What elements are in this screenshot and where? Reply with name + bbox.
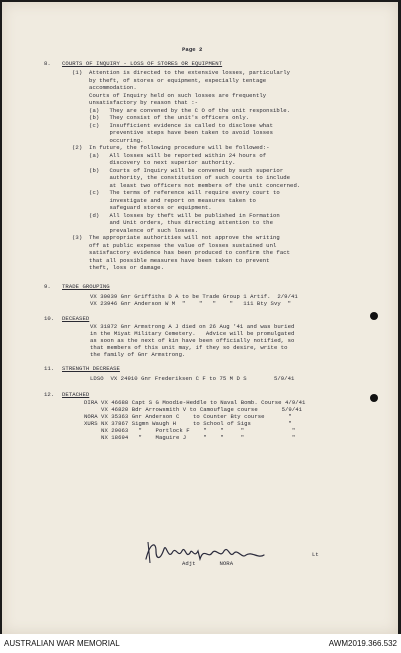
- section-8-heading: COURTS OF INQUIRY - LOSS OF STORES OR EQUIPMENT: [62, 60, 223, 67]
- footer-accession: AWM2019.366.532: [328, 639, 397, 648]
- section-12-line: VX 46820 Bdr Arrowsmith V to Camouflage course 5/9/41: [84, 406, 303, 413]
- section-9-number: 9.: [44, 283, 51, 290]
- section-8-line: safeguard stores or equipment.: [72, 204, 212, 211]
- signature-title: Adjt NORA: [182, 560, 234, 567]
- section-8-line: accommodation.: [72, 84, 137, 91]
- section-8-line: investigate and report on measures taken to: [72, 196, 256, 204]
- section-12-line: XURS NX 37867 Sigmn Waugh H to School of Sigs ": [84, 420, 292, 427]
- section-8-line: (3) The appropriate authorities will not approve the writing: [72, 234, 280, 241]
- punch-hole: [370, 312, 378, 320]
- section-8-line: prevalence of such losses.: [72, 226, 199, 234]
- section-8-line: authority, the constitution of such courts to include: [72, 174, 291, 181]
- section-8-line: (c) The terms of reference will require every court to: [72, 189, 280, 196]
- section-9-heading: TRADE GROUPING: [62, 283, 110, 290]
- section-10-number: 10.: [44, 315, 55, 322]
- section-8-line: occurring.: [72, 136, 144, 144]
- section-12-line: NX 18694 " Maguire J " " " ": [84, 434, 296, 441]
- section-11-number: 11.: [44, 365, 55, 372]
- section-11-line: LDSO VX 24910 Gnr Frederiksen C F to 75 M D S 5/9/41: [90, 375, 295, 382]
- footer-source: AUSTRALIAN WAR MEMORIAL: [4, 639, 120, 648]
- section-10-line: in the Miyat Military Cemetery. Advice will be promulgated: [90, 330, 295, 337]
- section-8-line: Courts of Inquiry held on such losses are frequently: [72, 91, 267, 99]
- section-9-line: VX 23946 Gnr Anderson W M " " " " 111 Bty Svy ": [90, 300, 292, 307]
- section-10-line: that members of this unit may, if they so desire, write to: [90, 344, 288, 351]
- section-8-line: off at public expense the value of losses sustained unl: [72, 241, 277, 249]
- page-label: Page 2: [182, 46, 203, 53]
- section-12-number: 12.: [44, 391, 55, 398]
- section-12-line: NX 29063 " Portlock F " " " ": [84, 427, 296, 434]
- section-10-line: the family of Gnr Armstrong.: [90, 351, 186, 358]
- section-10-line: VX 31872 Gnr Armstrong A J died on 26 Aug '41 and was buried: [90, 323, 295, 330]
- section-8-line: discovery to next superior authority.: [72, 159, 236, 166]
- section-11-heading: STRENGTH DECREASE: [62, 365, 120, 372]
- section-10-line: as soon as the next of kin have been officially notified, so: [90, 337, 295, 344]
- section-8-line: and Unit orders, thus directing attention to the: [72, 219, 274, 226]
- section-8-line: that all possible measures have been taken to prevent: [72, 256, 270, 264]
- document-page: [2, 2, 398, 634]
- section-8-line: (1) Attention is directed to the extensive losses, particularly: [72, 69, 291, 76]
- section-8-line: satisfactory evidence has been produced to confirm the fact: [72, 249, 291, 256]
- section-12-line: DIRA VX 46688 Capt S G Moodie-Heddle to Naval Bomb. Course 4/9/41: [84, 399, 306, 406]
- section-8-line: unsatisfactory by reason that :-: [72, 99, 199, 106]
- section-8-line: by theft, of stores or equipment, especially tentage: [72, 76, 267, 84]
- section-8-line: (b) Courts of Inquiry will be convened by such superior: [72, 166, 284, 174]
- section-12-heading: DETACHED: [62, 391, 90, 398]
- section-8-line: theft, loss or damage.: [72, 264, 164, 271]
- section-10-heading: DECEASED: [62, 315, 90, 322]
- section-9-line: VX 30039 Gnr Griffiths D A to be Trade Group 1 Artif. 2/9/41: [90, 293, 298, 300]
- section-8-line: preventive steps have been taken to avoid losses: [72, 129, 274, 136]
- section-8-line: (2) In future, the following procedure will be followed:-: [72, 144, 270, 151]
- signature-rank: Lt: [312, 551, 319, 558]
- section-8-line: (c) Insufficient evidence is called to disclose what: [72, 121, 274, 129]
- section-8-line: (a) They are convened by the C O of the unit responsible.: [72, 106, 291, 114]
- section-8-line: (b) They consist of the unit's officers only.: [72, 114, 250, 121]
- section-8-line: (a) All losses will be reported within 24 hours of: [72, 151, 267, 159]
- section-8-line: (d) All losses by theft will be published in Formation: [72, 211, 280, 219]
- section-8-line: at least two officers not members of the unit concerned.: [72, 181, 301, 189]
- section-8-number: 8.: [44, 60, 51, 67]
- footer-bar: [0, 634, 401, 653]
- section-12-line: NORA VX 35363 Gnr Anderson C to Counter Bty course ": [84, 413, 292, 420]
- punch-hole: [370, 394, 378, 402]
